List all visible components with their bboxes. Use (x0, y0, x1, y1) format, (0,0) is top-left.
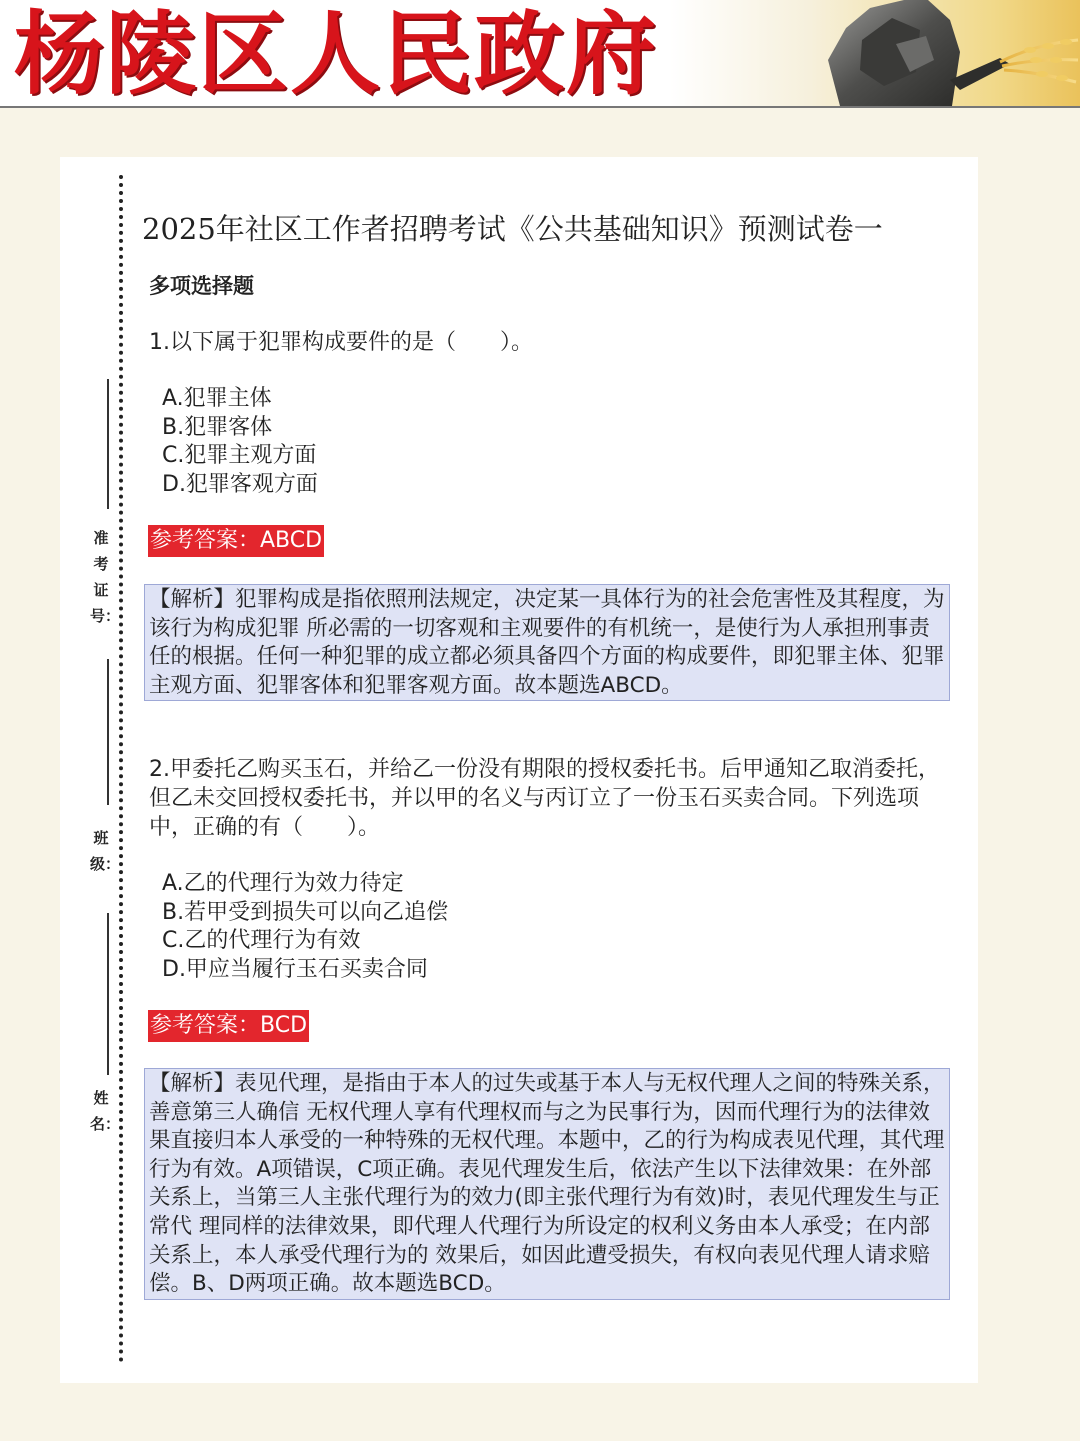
section-heading: 多项选择题 (149, 274, 254, 298)
paper-content (140, 157, 978, 1383)
question-1-option-c: C.犯罪主观方面 (162, 443, 317, 469)
question-1-analysis: 【解析】犯罪构成是指依照刑法规定，决定某一具体行为的社会危害性及其程度，为该行为构成犯罪 所必需的一切客观和主观要件的有机统一，是使行为人承担刑事责任的根据。任何一种犯罪的成立都必须具备四个方面的构成要件，即犯罪主体、犯罪主观方面、犯罪客体和犯罪客观方面。故本题选ABCD。 (144, 584, 950, 701)
name-label: 姓名： (90, 1089, 121, 1133)
question-2-stem: 2.甲委托乙购买玉石，并给乙一份没有期限的授权委托书。后甲通知乙取消委托，但乙未交回授权委托书，并以甲的名义与丙订立了一份玉石买卖合同。下列选项中，正确的有（ ）。 (149, 757, 940, 840)
question-2-answer-badge: 参考答案：BCD (148, 1010, 309, 1042)
header-banner (0, 0, 1080, 108)
question-2-option-b: B.若甲受到损失可以向乙追偿 (162, 899, 449, 925)
banner-sculpture-image (800, 0, 1080, 106)
question-1-option-b: B.犯罪客体 (162, 414, 273, 440)
question-1-option-a: A.犯罪主体 (162, 386, 272, 411)
question-2-option-a: A.乙的代理行为效力待定 (162, 871, 404, 896)
question-1-stem: 1.以下属于犯罪构成要件的是（ ）。 (149, 330, 533, 355)
government-title: 杨陵区人民政府 (14, 1, 658, 107)
question-1-answer-badge: 参考答案：ABCD (148, 525, 324, 557)
exam-paper (60, 157, 978, 1383)
class-label: 班级： (90, 829, 121, 873)
question-1-option-d: D.犯罪客观方面 (162, 471, 318, 497)
exam-id-blank-line-lower (107, 659, 109, 805)
question-1-options (162, 385, 318, 499)
question-2-analysis: 【解析】表见代理，是指由于本人的过失或基于本人与无权代理人之间的特殊关系，善意第三人确信 无权代理人享有代理权而与之为民事行为，因而代理行为的法律效果直接归本人承受的一种特殊的无权代理。本题中，乙的行为构成表见代理，其代理行为有效。A项错误，C项正确。表见代理发生后，依法产生以下法律效果：在外部关系上，当第三人主张代理行为的效力(即主张代理行为有效)时，表见代理发生与正常代 理同样的法律效果，即代理人代理行为所设定的权利义务由本人承受；在内部关系上，本人承受代理行为的 效果后，如因此遭受损失，有权向表见代理人请求赔偿。B、D两项正确。故本题选BCD。 (144, 1068, 950, 1300)
exam-id-label: 准考证号： (90, 529, 121, 625)
exam-id-blank-line (107, 379, 109, 509)
binding-margin (60, 157, 140, 1383)
question-2-options (162, 870, 448, 984)
question-2-option-c: C.乙的代理行为有效 (162, 928, 361, 954)
class-blank-line (107, 913, 109, 1075)
document-title: 2025年社区工作者招聘考试《公共基础知识》预测试卷一 (142, 212, 883, 246)
binding-dotted-line (119, 175, 123, 1363)
question-2-option-d: D.甲应当履行玉石买卖合同 (162, 956, 428, 982)
